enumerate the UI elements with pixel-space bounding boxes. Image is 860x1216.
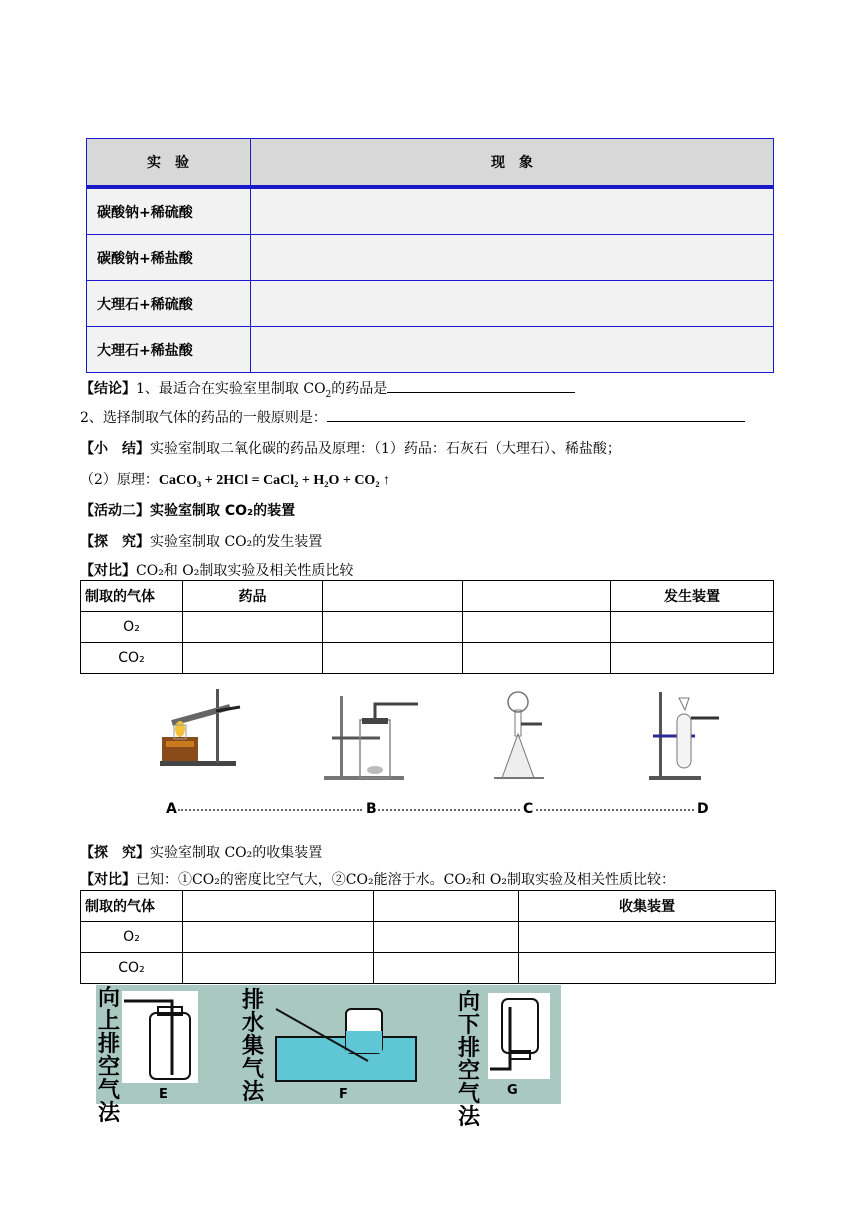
answer-cell[interactable] bbox=[611, 612, 774, 643]
experiment-table-header bbox=[87, 139, 774, 188]
explore1-tag: 【探 究】 bbox=[80, 534, 150, 550]
summary-line bbox=[80, 438, 621, 458]
explore2-tag: 【探 究】 bbox=[80, 845, 150, 861]
activity2-heading: 【活动二】实验室制取 CO₂的装置 bbox=[80, 503, 296, 519]
answer-cell[interactable] bbox=[463, 612, 611, 643]
answer-cell[interactable] bbox=[251, 281, 774, 327]
table-row bbox=[87, 235, 774, 281]
apparatus-g-image bbox=[488, 993, 550, 1079]
conclusion-line-1: 【结论】1、最适合在实验室里制取 $CO_2$的药品是 bbox=[80, 378, 575, 400]
answer-cell[interactable] bbox=[183, 953, 374, 984]
answer-cell[interactable] bbox=[323, 612, 463, 643]
compare1-tag: 【对比】 bbox=[80, 563, 136, 579]
answer-cell[interactable] bbox=[463, 643, 611, 674]
experiment-table bbox=[86, 138, 774, 373]
principle-label: （2）原理： bbox=[80, 472, 159, 488]
conclusion-text-2: 2、选择制取气体的药品的一般原则是： bbox=[80, 410, 327, 426]
gas-co2: CO₂ bbox=[81, 643, 183, 674]
compare1-text: CO₂和 O₂制取实验及相关性质比较 bbox=[136, 563, 354, 579]
table-row bbox=[81, 612, 774, 643]
row-label: 碳酸钠+稀硫酸 bbox=[87, 187, 251, 235]
table-row bbox=[81, 922, 776, 953]
answer-cell[interactable] bbox=[611, 643, 774, 674]
explore1-line bbox=[80, 531, 322, 551]
answer-cell[interactable] bbox=[183, 922, 374, 953]
compare2-line bbox=[80, 869, 675, 889]
summary-text: 实验室制取二氧化碳的药品及原理：（1）药品：石灰石（大理石）、稀盐酸； bbox=[150, 441, 621, 457]
apparatus-f-image bbox=[272, 1003, 422, 1083]
header-blank[interactable] bbox=[463, 581, 611, 612]
gas-co2: CO₂ bbox=[81, 953, 183, 984]
header-blank[interactable] bbox=[323, 581, 463, 612]
compare1-line bbox=[80, 560, 353, 580]
dotted-separator bbox=[178, 809, 362, 811]
answer-cell[interactable] bbox=[519, 922, 776, 953]
downward-air-label: 向下排空气法 bbox=[458, 990, 481, 1130]
table-row bbox=[81, 891, 776, 922]
header-experiment: 实 验 bbox=[87, 139, 251, 188]
answer-cell[interactable] bbox=[323, 643, 463, 674]
label-a: A bbox=[166, 801, 177, 817]
collection-methods-panel bbox=[96, 985, 561, 1130]
label-f: F bbox=[339, 1087, 348, 1102]
explore2-line bbox=[80, 842, 322, 862]
answer-cell[interactable] bbox=[251, 235, 774, 281]
water-displacement-label: 排水集气法 bbox=[242, 988, 265, 1105]
header-generator: 发生装置 bbox=[611, 581, 774, 612]
table-row bbox=[81, 643, 774, 674]
label-e: E bbox=[159, 1087, 168, 1102]
table-row bbox=[81, 953, 776, 984]
summary-tag: 【小 结】 bbox=[80, 441, 150, 457]
answer-cell[interactable] bbox=[251, 187, 774, 235]
apparatus-e-image bbox=[122, 991, 198, 1083]
chemical-equation: CaCO₃ + 2HCl = CaCl₂ + H₂O + CO₂ ↑ bbox=[158, 473, 391, 488]
header-gas: 制取的气体 bbox=[81, 581, 183, 612]
header-blank[interactable] bbox=[183, 891, 374, 922]
conclusion-tag: 【结论】 bbox=[80, 381, 136, 397]
conclusion-text-1: 1、最适合在实验室里制取 CO bbox=[136, 381, 326, 397]
explore1-text: 实验室制取 CO₂的发生装置 bbox=[150, 534, 323, 550]
compare2-tag: 【对比】 bbox=[80, 872, 136, 888]
blank-answer[interactable] bbox=[327, 407, 745, 422]
header-phenomenon: 现 象 bbox=[251, 139, 774, 188]
table-row bbox=[81, 581, 774, 612]
table-row bbox=[87, 187, 774, 235]
label-g: G bbox=[507, 1083, 518, 1098]
row-label: 大理石+稀盐酸 bbox=[87, 327, 251, 373]
dotted-separator bbox=[536, 809, 694, 811]
conclusion-line-2 bbox=[80, 407, 745, 427]
label-d: D bbox=[697, 801, 709, 817]
header-reagent: 药品 bbox=[183, 581, 323, 612]
conclusion-text-1-tail: 的药品是 bbox=[331, 381, 388, 397]
gas-o2: O₂ bbox=[81, 612, 183, 643]
compare2-text: 已知：①CO₂的密度比空气大，②CO₂能溶于水。CO₂和 O₂制取实验及相关性质比较： bbox=[136, 872, 675, 888]
answer-cell[interactable] bbox=[183, 643, 323, 674]
upward-air-label: 向上排空气法 bbox=[98, 986, 121, 1126]
apparatus-b-image bbox=[318, 690, 418, 784]
header-blank[interactable] bbox=[374, 891, 519, 922]
apparatus-a-image bbox=[150, 685, 250, 769]
collection-table bbox=[80, 890, 776, 984]
answer-cell[interactable] bbox=[183, 612, 323, 643]
blank-answer[interactable] bbox=[387, 378, 575, 393]
gas-o2: O₂ bbox=[81, 922, 183, 953]
answer-cell[interactable] bbox=[374, 922, 519, 953]
generation-table bbox=[80, 580, 774, 674]
explore2-text: 实验室制取 CO₂的收集装置 bbox=[150, 845, 323, 861]
answer-cell[interactable] bbox=[519, 953, 776, 984]
principle-line bbox=[80, 469, 390, 489]
row-label: 碳酸钠+稀盐酸 bbox=[87, 235, 251, 281]
row-label: 大理石+稀硫酸 bbox=[87, 281, 251, 327]
dotted-separator bbox=[378, 809, 520, 811]
apparatus-d-image bbox=[645, 688, 725, 784]
table-row bbox=[87, 327, 774, 373]
label-b: B bbox=[366, 801, 377, 817]
apparatus-c-image bbox=[490, 690, 550, 782]
header-collector: 收集装置 bbox=[519, 891, 776, 922]
header-gas: 制取的气体 bbox=[81, 891, 183, 922]
answer-cell[interactable] bbox=[374, 953, 519, 984]
table-row bbox=[87, 281, 774, 327]
answer-cell[interactable] bbox=[251, 327, 774, 373]
label-c: C bbox=[523, 801, 534, 817]
